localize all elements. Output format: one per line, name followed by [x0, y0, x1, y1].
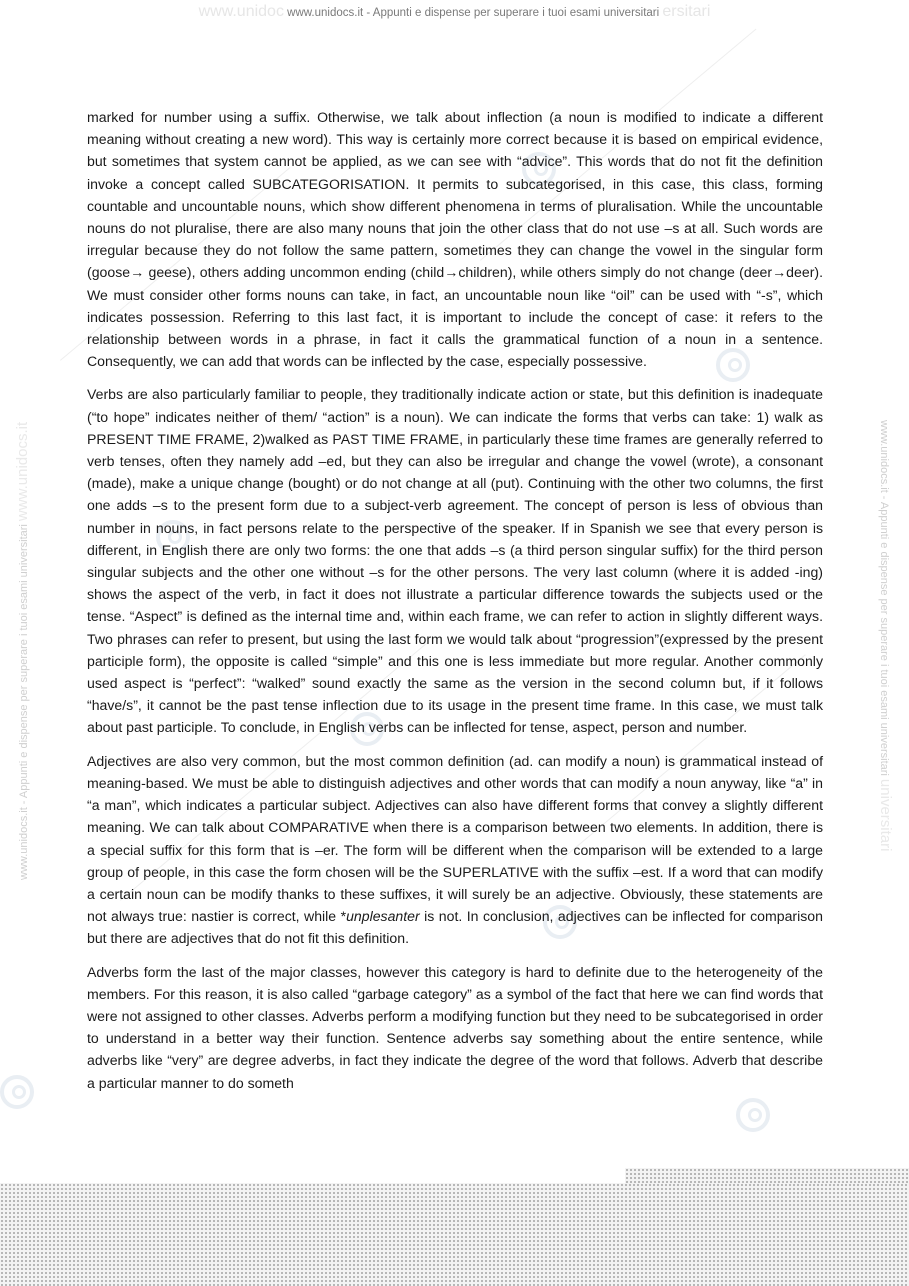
paragraph	[87, 750, 823, 950]
paragraph	[87, 383, 823, 738]
blurred-preview-overlay	[625, 1168, 909, 1183]
header-ghost-left: www.unidoc	[198, 3, 284, 20]
paragraph-text: Verbs are also particularly familiar to people, they traditionally indicate action or state, but this definition is inadequate (“to hope” indicates neither of them/ “action” is a noun). We can indicate the forms that verbs can take: 1) walk as PRESENT TIME FRAME, 2)walked as PAST TIME FRAME, in particularly these time frames are generally referred to verb tenses, often they namely add –ed, but they can also be irregular and change the vowel (wrote), a consonant (made), make a unique change (bought) or do not change at all (put). Continuing with the other two columns, the first one adds –s to the present form due to a subject-verb agreement. The concept of person is less of obvious than number in nouns, in fact persons relate to the perspective of the speaker. If in Spanish we see that every person is different, in English there are only two forms: the one that adds –s (a third person singular suffix) for the third person singular subjects and the other one without –s for the other persons. The very last column (where it is added -ing) shows the aspect of the verb, in fact it does not illustrate a particular difference towards the subjects used or the tense. “Aspect” is defined as the internal time and, within each frame, we can refer to action in slightly different ways. Two phrases can refer to present, but using the last form we would talk about “progression”(expressed by the present participle form), the opposite is called “simple” and this one is less immediate but more regular. Another commonly used aspect is “perfect”: “walked” sound exactly the same as the version in the second column but, if it follows “have/s”, it cannot be the past tense inflection due to its usage in the present time frame. In this case, we must talk about past participle. To conclude, in English verbs can be inflected for tense, aspect, person and number.	[87, 386, 823, 736]
paragraph-text: Adverbs form the last of the major classes, however this category is hard to definite due to the heterogeneity of the members. For this reason, it is also called “garbage category” as a symbol of the fact that here we can find words that were not assigned to other classes. Adverbs perform a modifying function but they need to be subcategorised in order to understand in a better way their function. Sentence adverbs say something about the entire sentence, while adverbs like “very” are degree adverbs, in fact they indicate the degree of the word that follows. Adverb that describe a particular manner to do someth	[87, 963, 823, 1091]
blurred-preview-overlay	[0, 1183, 909, 1286]
paragraph	[87, 961, 823, 1094]
header-text: www.unidocs.it - Appunti e dispense per superare i tuoi esami universitari	[287, 7, 660, 19]
right-side-watermark	[877, 420, 894, 851]
right-watermark-big: universitari	[877, 778, 894, 852]
left-watermark-text: www.unidocs.it - Appunti e dispense per superare i tuoi esami universitari	[18, 524, 30, 880]
right-watermark-text: www.unidocs.it - Appunti e dispense per superare i tuoi esami universitari	[878, 420, 890, 776]
paragraph-text: is not. In conclusion, adjectives can be inflected for comparison but there are adjectives that do not fit this definition.	[87, 908, 823, 947]
left-watermark-big: www.unidocs.it	[14, 421, 31, 522]
italic-text: unplesanter	[346, 908, 420, 925]
left-side-watermark	[14, 422, 31, 880]
document-body	[87, 106, 823, 1105]
watermark-logo-icon	[0, 1075, 34, 1109]
paragraph-text: marked for number using a suffix. Otherwise, we talk about inflection (a noun is modified to indicate a different meaning without creating a new word). This way is certainly more correct because it is based on empirical evidence, but sometimes that system cannot be applied, as we can see with “advice”. This words that do not fit the definition invoke a concept called SUBCATEGORISATION. It permits to subcategorised, in this case, this class, forming countable and uncountable nouns, which show different phenomena in terms of pluralisation. While the uncountable nouns do not pluralise, there are also many nouns that join the other class that do not use –s at all. Such words are irregular because they do not follow the same pattern, sometimes they can change the vowel in the singular form (goose→ geese), others adding uncommon ending (child→children), while others simply do not change (deer→deer). We must consider other forms nouns can take, in fact, an uncountable noun like “oil” can be used with “-s”, which indicates possession. Referring to this last fact, it is important to include the concept of case: it refers to the relationship between words in a phrase, in fact it calls the grammatical function of a noun in a sentence. Consequently, we can add that words can be inflected by the case, especially possessive.	[87, 109, 823, 370]
paragraph-text: Adjectives are also very common, but the most common definition (ad. can modify a noun) is grammatical instead of meaning-based. We must be able to distinguish adjectives and other words that can modify a noun anyway, like “a” in “a man”, which indicates a particular subject. Adjectives can also have different forms that convey a slightly different meaning. We can talk about COMPARATIVE when there is a comparison between two elements. In addition, there is a special suffix for this form that is –er. The form will be different when the comparison will be extended to a large group of people, in this case the form chosen will be the SUPERLATIVE with the suffix –est. If a word that can modify a certain noun can be modify thanks to these suffixes, it will surely be an adjective. Obviously, these statements are not always true: nastier is correct, while *	[87, 752, 823, 925]
header-ghost-right: ersitari	[662, 3, 711, 20]
paragraph	[87, 106, 823, 372]
watermark-header	[0, 3, 909, 21]
